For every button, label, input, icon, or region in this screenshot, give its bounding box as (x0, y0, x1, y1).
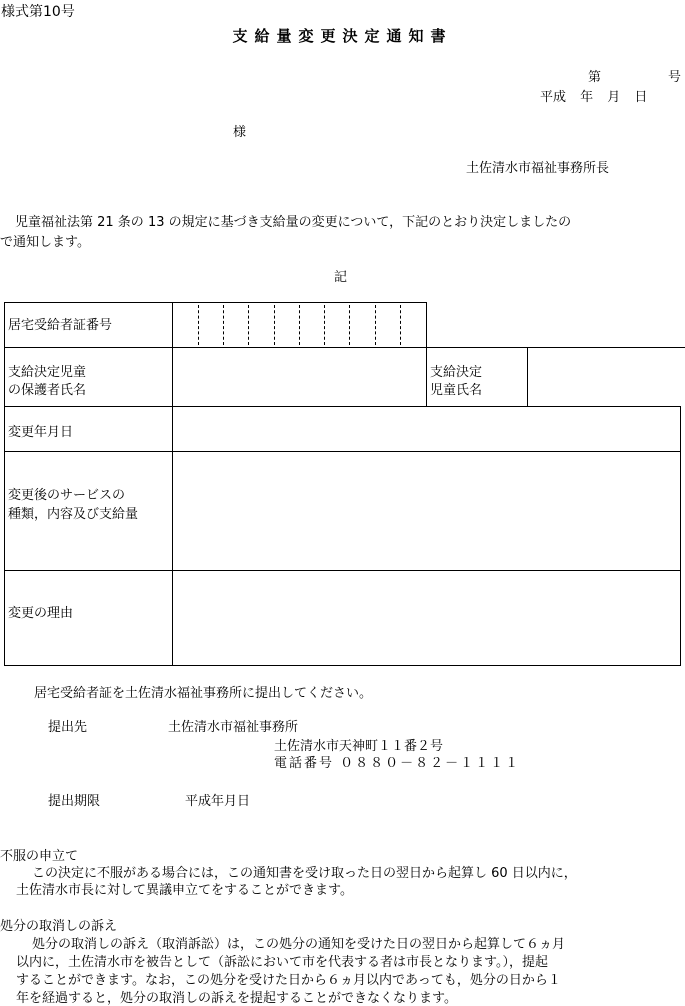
document-title: 支給量変更決定通知書 (232, 27, 453, 45)
table-rule (4, 302, 427, 303)
child-label-1: 支給決定 (430, 365, 483, 380)
digit-separator (349, 305, 350, 345)
digit-separator (299, 305, 300, 345)
table-rule (527, 347, 528, 407)
submission-note: 居宅受給者証を土佐清水福祉事務所に提出してください。 (34, 686, 373, 701)
objection-line-2: 土佐清水市長に対して異議申立てをすることができます。 (16, 883, 353, 898)
decision-table (4, 302, 685, 666)
digit-separator (198, 305, 199, 345)
service-label-1: 変更後のサービスの (8, 488, 126, 503)
body-line-1: 児童福祉法第 21 条の 13 の規定に基づき支給量の変更について，下記のとおり決定しましたの (15, 215, 572, 230)
digit-separator (274, 305, 275, 345)
digit-separator (400, 305, 401, 345)
digit-separator (375, 305, 376, 345)
service-label-2: 種類，内容及び支給量 (8, 507, 139, 522)
digit-separator (324, 305, 325, 345)
lawsuit-line-2: 以内に，土佐清水市を被告として（訴訟において市を代表する者は市長となります。），提起 (16, 955, 548, 970)
lawsuit-heading: 処分の取消しの訴え (0, 919, 118, 934)
reason-label: 変更の理由 (8, 606, 74, 621)
change-date-label: 変更年月日 (8, 425, 74, 440)
doc-number-go: 号 (668, 70, 682, 85)
recipient-suffix: 様 (233, 125, 247, 140)
issue-date: 平成 年 月 日 (540, 90, 648, 105)
deadline-label: 提出期限 (48, 794, 101, 809)
destination-address: 土佐清水市天神町１１番２号 (274, 739, 444, 754)
digit-separator (223, 305, 224, 345)
table-rule (426, 302, 427, 407)
objection-line-1: この決定に不服がある場合には，この通知書を受け取った日の翌日から起算し 60 日以内に， (32, 866, 577, 881)
lawsuit-line-4: 年を経過すると，処分の取消しの訴えを提起することができなくなります。 (16, 991, 457, 1006)
doc-number-dai: 第 (588, 70, 602, 85)
digit-separator (248, 305, 249, 345)
child-label-2: 児童氏名 (430, 383, 483, 398)
deadline-value: 平成年月日 (185, 794, 251, 809)
issuer-name: 土佐清水市福祉事務所長 (466, 161, 610, 176)
guardian-label-1: 支給決定児童 (8, 365, 87, 380)
cert-number-label: 居宅受給者証番号 (8, 318, 113, 333)
table-rule (172, 302, 173, 666)
table-rule (4, 406, 681, 407)
destination-name: 土佐清水市福祉事務所 (168, 720, 299, 735)
lawsuit-line-3: することができます。なお，この処分を受けた日から６ヵ月以内であっても，処分の日から１ (16, 973, 561, 988)
form-number: 様式第10号 (1, 4, 75, 20)
ki-heading: 記 (334, 270, 348, 285)
body-line-2: で通知します。 (0, 235, 90, 250)
destination-label: 提出先 (48, 720, 88, 735)
destination-phone: 電話番号 ０８８０－８２－１１１１ (274, 756, 521, 771)
table-rule (680, 406, 681, 666)
table-rule (4, 570, 681, 571)
table-rule (4, 665, 681, 666)
guardian-label-2: の保護者氏名 (8, 383, 87, 398)
objection-heading: 不服の申立て (0, 849, 79, 864)
table-rule (4, 451, 681, 452)
table-rule (4, 347, 685, 348)
table-rule (4, 302, 5, 666)
lawsuit-line-1: 処分の取消しの訴え（取消訴訟）は，この処分の通知を受けた日の翌日から起算して６ヵ月 (32, 937, 566, 952)
